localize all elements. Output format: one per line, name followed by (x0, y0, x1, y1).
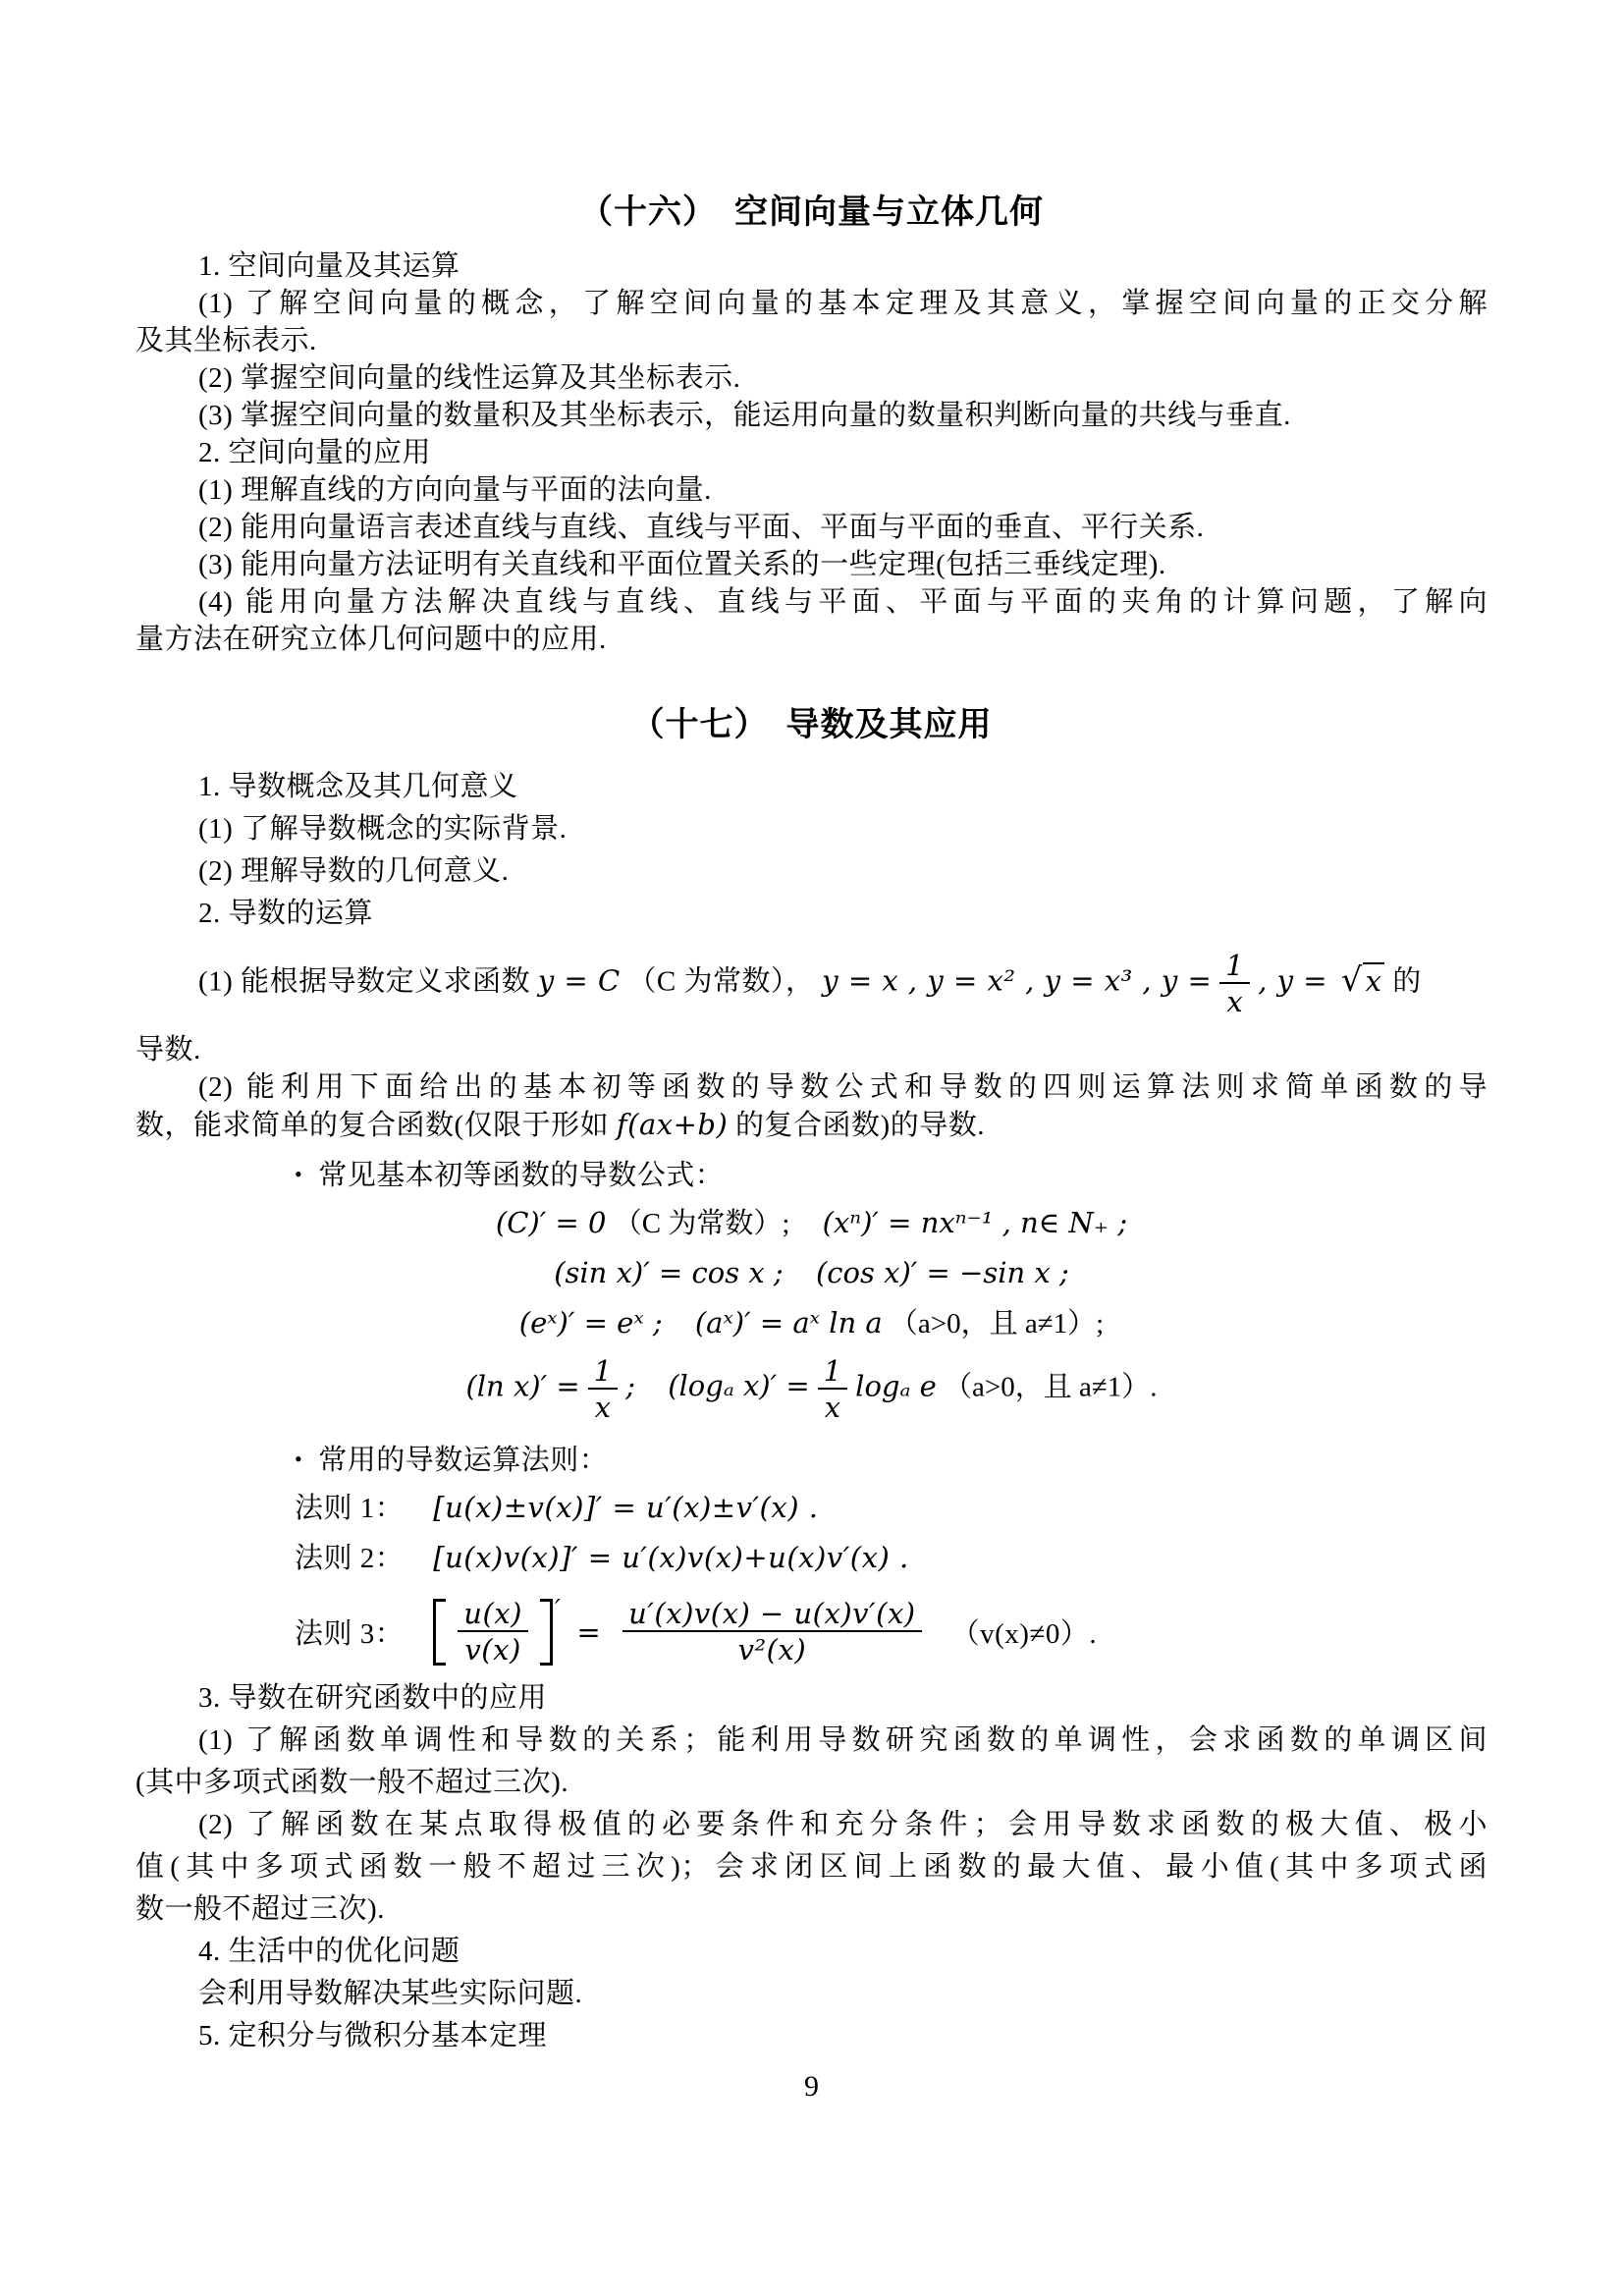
bullet-line (135, 1152, 1488, 1198)
text-line: (1) 了解空间向量的概念，了解空间向量的基本定理及其意义，掌握空间向量的正交分解 (198, 288, 1488, 319)
bullet-icon: • (295, 1161, 303, 1186)
text-segment: （a>0，且 a≠1）; (889, 1307, 1105, 1339)
fraction-denominator: x (594, 1391, 612, 1425)
text-line: (3) 掌握空间向量的数量积及其坐标表示，能运用向量的数量积判断向量的共线与垂直. (198, 400, 1291, 431)
bullet-text: 常见基本初等函数的导数公式： (318, 1159, 725, 1191)
math-segment: y = x , y = x² , y = x³ , y = (822, 963, 1213, 998)
fraction-numerator: u(x) (458, 1599, 528, 1632)
fraction-denominator: x (1226, 985, 1244, 1019)
math-segment: (eˣ)′ = eˣ ; (518, 1305, 663, 1339)
text-line: 1. 导数概念及其几何意义 (198, 771, 518, 802)
text-line: 值(其中多项式函数一般不超过三次)；会求闭区间上函数的最大值、最小值(其中多项式函 (135, 1850, 1488, 1883)
fraction (818, 1353, 847, 1425)
formula-row (135, 1198, 1488, 1248)
text-line: (2) 掌握空间向量的线性运算及其坐标表示. (198, 362, 741, 394)
fraction (588, 1353, 618, 1425)
text-segment: 的 (1384, 965, 1422, 998)
radical-sign: √ (1340, 959, 1363, 999)
left-bracket (433, 1599, 446, 1666)
math-segment: (ln x)′ = (465, 1369, 580, 1403)
text-line: 导数. (135, 1033, 201, 1066)
text-line: (2) 了解函数在某点取得极值的必要条件和充分条件；会用导数求函数的极大值、极小 (198, 1808, 1488, 1840)
text-segment: （C 为常数）， (627, 965, 815, 998)
text-segment: （C 为常数）; (613, 1207, 790, 1239)
text-line: 会利用导数解决某些实际问题. (198, 1977, 583, 2009)
text-line (135, 1106, 1488, 1144)
text-line: (1) 理解直线的方向向量与平面的法向量. (198, 474, 712, 506)
formula-row (135, 1348, 1488, 1429)
text-segment: 的复合函数)的导数. (728, 1109, 985, 1141)
condition-text: （v(x)≠0）. (950, 1618, 1098, 1651)
fraction-numerator: 1 (588, 1356, 618, 1390)
bullet-line (135, 1437, 1488, 1483)
formula-row (135, 1298, 1488, 1348)
section-17-title: （十七） 导数及其应用 (630, 707, 993, 743)
math-segment: f(ax+b) (616, 1107, 729, 1141)
text-line: (2) 能利用下面给出的基本初等函数的导数公式和导数的四则运算法则求简单函数的导 (198, 1070, 1488, 1103)
rule-label: 法则 1： (295, 1492, 405, 1524)
bullet-icon: • (295, 1446, 303, 1471)
formula-row (135, 1248, 1488, 1298)
bracketed-fraction (433, 1594, 562, 1667)
math-segment: (logₐ x)′ = (668, 1369, 810, 1403)
text-line: (2) 理解导数的几何意义. (198, 855, 510, 887)
text-segment: （a>0，且 a≠1）. (944, 1371, 1158, 1403)
rule-line (135, 1483, 1488, 1533)
rule-formula: [u(x)v(x)]′ = u′(x)v(x)+u(x)v′(x) . (433, 1540, 909, 1574)
math-segment: (sin x)′ = cos x ; (554, 1255, 784, 1289)
text-segment: 数，能求简单的复合函数(仅限于形如 (135, 1109, 617, 1141)
bullet-text: 常用的导数运算法则： (318, 1444, 609, 1476)
text-line: (3) 能用向量方法证明有关直线和平面位置关系的一些定理(包括三垂线定理). (198, 549, 1166, 580)
math-segment: ; (625, 1369, 635, 1403)
rule-formula: [u(x)±v(x)]′ = u′(x)±v′(x) . (433, 1490, 819, 1524)
text-line: (4) 能用向量方法解决直线与直线、直线与平面、平面与平面的夹角的计算问题，了解向 (198, 586, 1488, 618)
text-line: (其中多项式函数一般不超过三次). (135, 1766, 569, 1798)
text-line: (1) 了解导数概念的实际背景. (198, 813, 568, 845)
prime-mark: ′ (554, 1594, 562, 1624)
fraction (622, 1596, 921, 1667)
radicand: x (1363, 962, 1385, 998)
text-line: 1. 空间向量及其运算 (198, 250, 460, 282)
math-segment: (aˣ)′ = aˣ ln a (694, 1305, 883, 1339)
text-line: 2. 导数的运算 (198, 898, 374, 929)
math-segment: (cos x)′ = −sin x ; (815, 1255, 1069, 1289)
rule-label: 法则 3： (295, 1618, 405, 1651)
text-line: 量方法在研究立体几何问题中的应用. (135, 624, 607, 655)
page-number: 9 (804, 2070, 819, 2103)
text-line: 5. 定积分与微积分基本定理 (198, 2019, 548, 2051)
right-bracket (540, 1599, 553, 1666)
math-segment: (C)′ = 0 (495, 1205, 607, 1239)
text-line: 2. 空间向量的应用 (198, 437, 432, 468)
text-segment: (1) 能根据导数定义求函数 (198, 965, 538, 998)
square-root (1340, 959, 1385, 999)
fraction-denominator: v(x) (464, 1633, 521, 1667)
text-line: 4. 生活中的优化问题 (198, 1935, 460, 1967)
fraction (458, 1596, 528, 1667)
fraction-denominator: x (824, 1391, 841, 1425)
math-segment: y = C (537, 963, 621, 998)
text-line: 及其坐标表示. (135, 325, 317, 356)
fraction-numerator: u′(x)v(x) − u(x)v′(x) (622, 1599, 921, 1632)
formula-def-line (135, 935, 1488, 1031)
math-segment: (xⁿ)′ = nxⁿ⁻¹ , n∈ N₊ ; (822, 1205, 1128, 1239)
section-16-title: （十六） 空间向量与立体几何 (579, 194, 1044, 231)
fraction-denominator: v²(x) (737, 1633, 807, 1667)
text-line: 数一般不超过三次). (135, 1892, 385, 1925)
math-segment: logₐ e (855, 1369, 937, 1403)
fraction-numerator: 1 (818, 1356, 847, 1390)
rule-line (135, 1594, 1488, 1667)
text-line: 3. 导数在研究函数中的应用 (198, 1681, 548, 1714)
text-line: (2) 能用向量语言表述直线与直线、直线与平面、平面与平面的垂直、平行关系. (198, 512, 1205, 543)
fraction-numerator: 1 (1219, 951, 1250, 984)
equals-sign: = (576, 1614, 602, 1649)
text-line: (1) 了解函数单调性和导数的关系；能利用导数研究函数的单调性，会求函数的单调区间 (198, 1723, 1488, 1756)
rule-line (135, 1533, 1488, 1583)
rule-label: 法则 2： (295, 1542, 405, 1574)
fraction (1219, 951, 1250, 1017)
math-segment: , y = (1258, 963, 1328, 998)
